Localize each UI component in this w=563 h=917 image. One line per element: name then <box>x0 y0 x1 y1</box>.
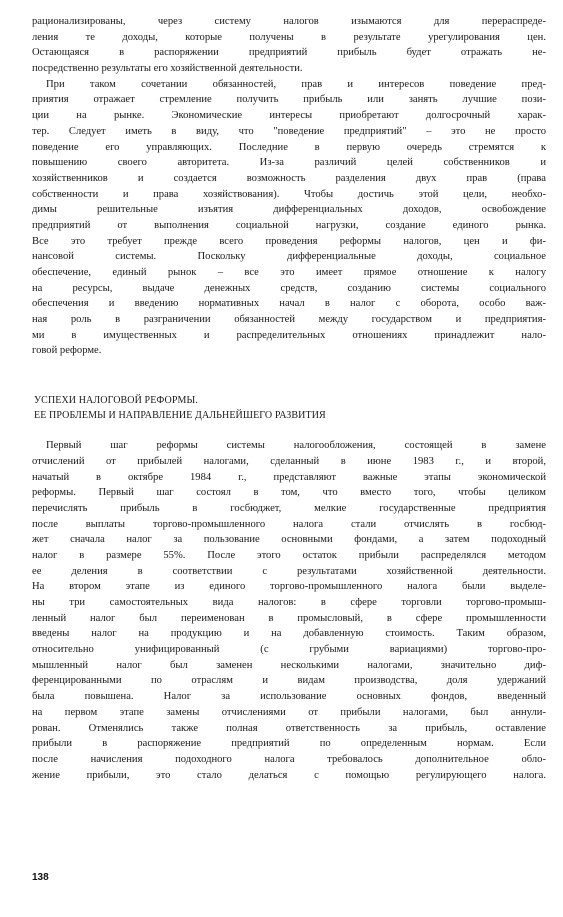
text-line: перечислять прибыль в госбюджет, мелкие государственные предприятия <box>32 502 546 514</box>
page-number: 138 <box>32 872 49 883</box>
text-line: после выплаты торгово-промышленного налога стали отчислять в госбюд- <box>32 518 546 530</box>
text-line: мышленный налог был заменен несколькими налогами, значительно диф- <box>32 659 546 671</box>
text-line: обеспечение, единый рынок – все это имеет прямое отношение к налогу <box>32 267 546 279</box>
text-line: обеспечения и введению нормативных начал в налог с оборота, особо важ- <box>32 298 546 310</box>
paragraph-behavior <box>32 77 546 359</box>
text-line: Все это требует прежде всего проведения реформы налогов, цен и фи- <box>32 235 546 247</box>
section-heading-line: ЕЕ ПРОБЛЕМЫ И НАПРАВЛЕНИЕ ДАЛЬНЕЙШЕГО РАЗВИТИЯ <box>34 410 326 422</box>
text-line: ная роль в разграничении обязанностей между государством и предприятия- <box>32 314 546 326</box>
text-line: нансовой системы. Поскольку дифференциальные доходы, социальное <box>32 251 546 263</box>
text-line: ления те доходы, которые получены в результате урегулирования цен. <box>32 31 546 43</box>
text-line: после начисления подоходного налога требовалось дополнительное обло- <box>32 753 546 765</box>
text-line: тер. Следует иметь в виду, что "поведение предприятий" – это не просто <box>32 125 546 137</box>
text-line: димы решительные изъятия дифференциальных доходов, освобождение <box>32 204 546 216</box>
text-line: прибыли в распоряжение предприятий по определенным нормам. Если <box>32 738 546 750</box>
text-line: на ресурсы, выдаче денежных средств, созданию системы социального <box>32 282 546 294</box>
text-line: ференцированными по отраслям и видам производства, доля удержаний <box>32 675 546 687</box>
paragraph-continuation <box>32 14 546 77</box>
text-line: собственности и права хозяйствования). Чтобы достичь этой цели, необхо- <box>32 188 546 200</box>
text-line: на первом этапе замены отчислениями от прибыли налогами, был аннули- <box>32 706 546 718</box>
text-line: предприятий от выполнения социальной нагрузки, создание единого рынка. <box>32 219 546 231</box>
text-line: приятия отражает стремление получить прибыль или занять лучшие пози- <box>32 94 546 106</box>
text-line: реформы. Первый шаг состоял в том, что вместо того, чтобы целиком <box>32 487 546 499</box>
text-line: ны три самостоятельных вида налогов: в сфере торговли торгово-промыш- <box>32 597 546 609</box>
text-line: жет сначала налог за пользование основными фондами, а затем подоходный <box>32 534 546 546</box>
text-line: введены налог на продукцию и на добавленную стоимость. Таким образом, <box>32 628 546 640</box>
text-line: налог в размере 55%. После этого остаток прибыли распределялся методом <box>32 549 546 561</box>
text-line: ее деления в соответствии с результатами хозяйственной деятельности. <box>32 565 546 577</box>
section-heading-line: УСПЕХИ НАЛОГОВОЙ РЕФОРМЫ. <box>34 395 198 407</box>
text-line: При таком сочетании обязанностей, прав и интересов поведение пред- <box>46 78 546 90</box>
text-line: относительно унифицированный (с грубыми вариациями) торгово-про- <box>32 644 546 656</box>
text-line: повышению своего авторитета. Из-за различий целей собственников и <box>32 157 546 169</box>
text-line: начатый в октябре 1984 г., представляют важные этапы экономической <box>32 471 546 483</box>
text-line: ми в имущественных и распределительных отношениях принадлежит нало- <box>32 329 546 341</box>
text-line: На втором этапе из единого торгово-промышленного налога были выделе- <box>32 581 546 593</box>
text-line: ленный налог был переименован в промысловый, в сфере промышленности <box>32 612 546 624</box>
text-line: ции на рынке. Экономические интересы приобретают долгосрочный харак- <box>32 110 546 122</box>
section-heading <box>34 393 546 423</box>
text-line: рационализированы, через систему налогов изымаются для перераспреде- <box>32 16 546 27</box>
text-line: жение прибыли, это стало делаться с помощью регулирующего налога. <box>32 769 546 781</box>
text-line: была повышена. Налог за использование основных фондов, введенный <box>32 691 546 703</box>
text-line: рован. Отменялись также полная ответственность за прибыль, оставление <box>32 722 546 734</box>
text-line: хозяйственников и создается возможность разделения двух прав (права <box>32 172 546 184</box>
text-line: отчислений от прибылей налогами, сделанный в июне 1983 г., и второй, <box>32 455 546 467</box>
text-line: Первый шаг реформы системы налогообложения, состоящей в замене <box>46 440 546 452</box>
text-line: Остающаяся в распоряжении предприятий прибыль будет отражать не- <box>32 47 546 59</box>
text-line: поведение его управляющих. Последние в первую очередь стремятся к <box>32 141 546 153</box>
text-line: говой реформе. <box>32 345 102 357</box>
text-line: посредственно результаты его хозяйственной деятельности. <box>32 63 303 75</box>
paragraph-tax-reform <box>32 438 546 783</box>
